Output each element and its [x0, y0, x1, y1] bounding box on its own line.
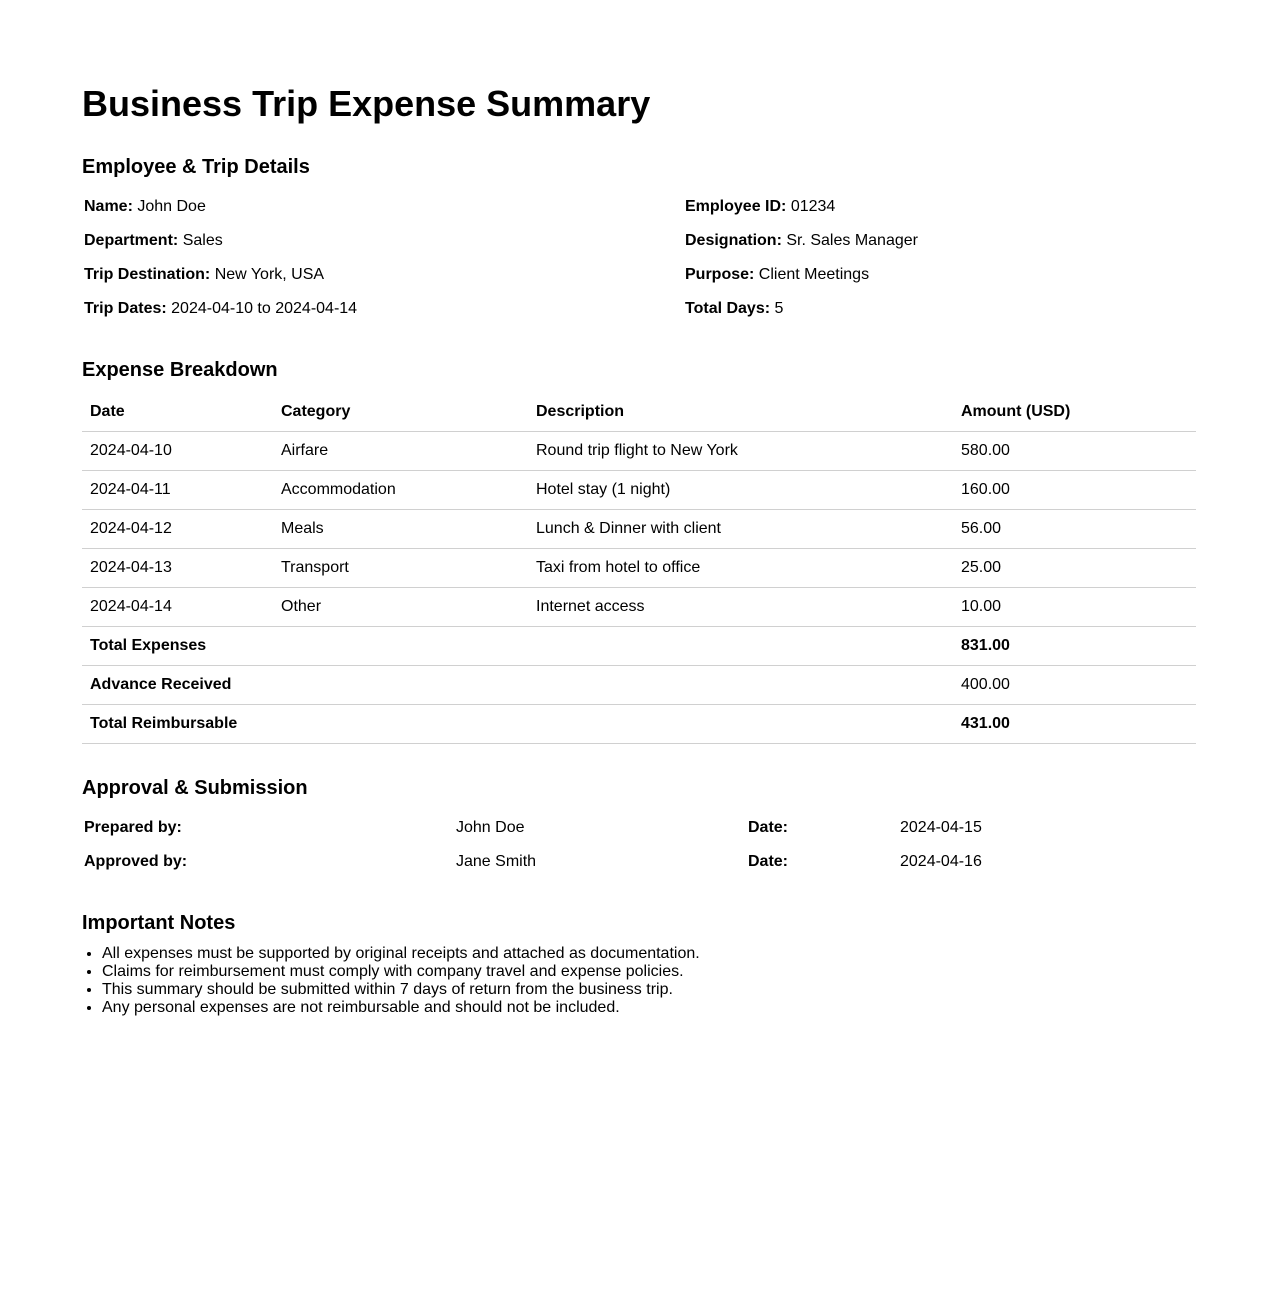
prepared-date-label: Date:: [748, 819, 789, 836]
detail-trip-destination: [84, 258, 324, 292]
approval-table: [84, 811, 1196, 879]
cell-date: 2024-04-11: [82, 471, 273, 510]
table-row: [82, 471, 1196, 510]
total-expenses-label: Total Expenses: [82, 627, 953, 666]
column-header-category: Category: [273, 393, 528, 432]
detail-value: John Doe: [137, 198, 206, 215]
details-row: [84, 292, 1196, 326]
cell-date: 2024-04-12: [82, 510, 273, 549]
prepared-by-name: John Doe: [456, 819, 525, 836]
total-reimbursable-label: Total Reimbursable: [82, 705, 953, 744]
cell-category: Accommodation: [273, 471, 528, 510]
detail-value: Sales: [182, 232, 223, 249]
detail-label: Total Days:: [685, 300, 771, 317]
cell-description: Internet access: [528, 588, 953, 627]
table-row: [82, 588, 1196, 627]
list-item: • Claims for reimbursement must comply with company travel and expense policies.: [102, 963, 700, 981]
details-row: [84, 258, 1196, 292]
approved-by-label: Approved by:: [84, 853, 188, 870]
list-item: • This summary should be submitted within 7 days of return from the business trip.: [102, 981, 700, 999]
total-expenses-amount: 831.00: [953, 627, 1196, 666]
cell-date: 2024-04-10: [82, 432, 273, 471]
detail-label: Department:: [84, 232, 179, 249]
detail-value: 5: [774, 300, 784, 317]
table-row: [82, 549, 1196, 588]
cell-amount: 56.00: [953, 510, 1196, 549]
advance-received-amount: 400.00: [953, 666, 1196, 705]
detail-total-days: [685, 292, 783, 326]
column-header-date: Date: [82, 393, 273, 432]
detail-value: New York, USA: [214, 266, 325, 283]
approved-date: 2024-04-16: [900, 853, 982, 870]
table-row: [82, 432, 1196, 471]
prepared-by-label: Prepared by:: [84, 819, 182, 836]
detail-label: Name:: [84, 198, 133, 215]
detail-value: 01234: [790, 198, 836, 215]
cell-amount: 580.00: [953, 432, 1196, 471]
table-row: [82, 510, 1196, 549]
cell-amount: 10.00: [953, 588, 1196, 627]
detail-value: 2024-04-10 to 2024-04-14: [171, 300, 358, 317]
total-reimbursable-amount: 431.00: [953, 705, 1196, 744]
cell-amount: 25.00: [953, 549, 1196, 588]
detail-department: [84, 224, 223, 258]
page-title: Business Trip Expense Summary: [82, 83, 651, 124]
cell-date: 2024-04-14: [82, 588, 273, 627]
detail-purpose: [685, 258, 869, 292]
approval-row-prepared: [84, 811, 1196, 845]
total-expenses-row: [82, 627, 1196, 666]
advance-received-label: Advance Received: [82, 666, 953, 705]
prepared-date: 2024-04-15: [900, 819, 982, 836]
details-row: [84, 190, 1196, 224]
approved-date-label: Date:: [748, 853, 789, 870]
detail-designation: [685, 224, 918, 258]
detail-label: Purpose:: [685, 266, 755, 283]
detail-trip-dates: [84, 292, 357, 326]
notes-heading: Important Notes: [82, 912, 236, 934]
total-reimbursable-row: [82, 705, 1196, 744]
list-item: • Any personal expenses are not reimbursable and should not be included.: [102, 999, 700, 1017]
detail-label: Employee ID:: [685, 198, 787, 215]
table-header-row: [82, 393, 1196, 432]
approval-row-approved: [84, 845, 1196, 879]
detail-employee-id: [685, 190, 835, 224]
detail-name: [84, 190, 206, 224]
expense-table: [82, 393, 1196, 744]
cell-description: Hotel stay (1 night): [528, 471, 953, 510]
details-grid: [84, 190, 1196, 326]
column-header-description: Description: [528, 393, 953, 432]
detail-value: Sr. Sales Manager: [786, 232, 918, 249]
cell-description: Round trip flight to New York: [528, 432, 953, 471]
details-heading: Employee & Trip Details: [82, 156, 310, 178]
advance-received-row: [82, 666, 1196, 705]
detail-label: Designation:: [685, 232, 782, 249]
cell-category: Airfare: [273, 432, 528, 471]
notes-list: [82, 945, 700, 1017]
cell-description: Taxi from hotel to office: [528, 549, 953, 588]
detail-value: Client Meetings: [758, 266, 870, 283]
cell-date: 2024-04-13: [82, 549, 273, 588]
list-item: • All expenses must be supported by original receipts and attached as documentation.: [102, 945, 700, 963]
approved-by-name: Jane Smith: [456, 853, 537, 870]
cell-amount: 160.00: [953, 471, 1196, 510]
column-header-amount: Amount (USD): [953, 393, 1196, 432]
approval-heading: Approval & Submission: [82, 777, 308, 799]
cell-description: Lunch & Dinner with client: [528, 510, 953, 549]
details-row: [84, 224, 1196, 258]
cell-category: Meals: [273, 510, 528, 549]
expenses-heading: Expense Breakdown: [82, 359, 278, 381]
cell-category: Transport: [273, 549, 528, 588]
detail-label: Trip Destination:: [84, 266, 211, 283]
detail-label: Trip Dates:: [84, 300, 167, 317]
cell-category: Other: [273, 588, 528, 627]
